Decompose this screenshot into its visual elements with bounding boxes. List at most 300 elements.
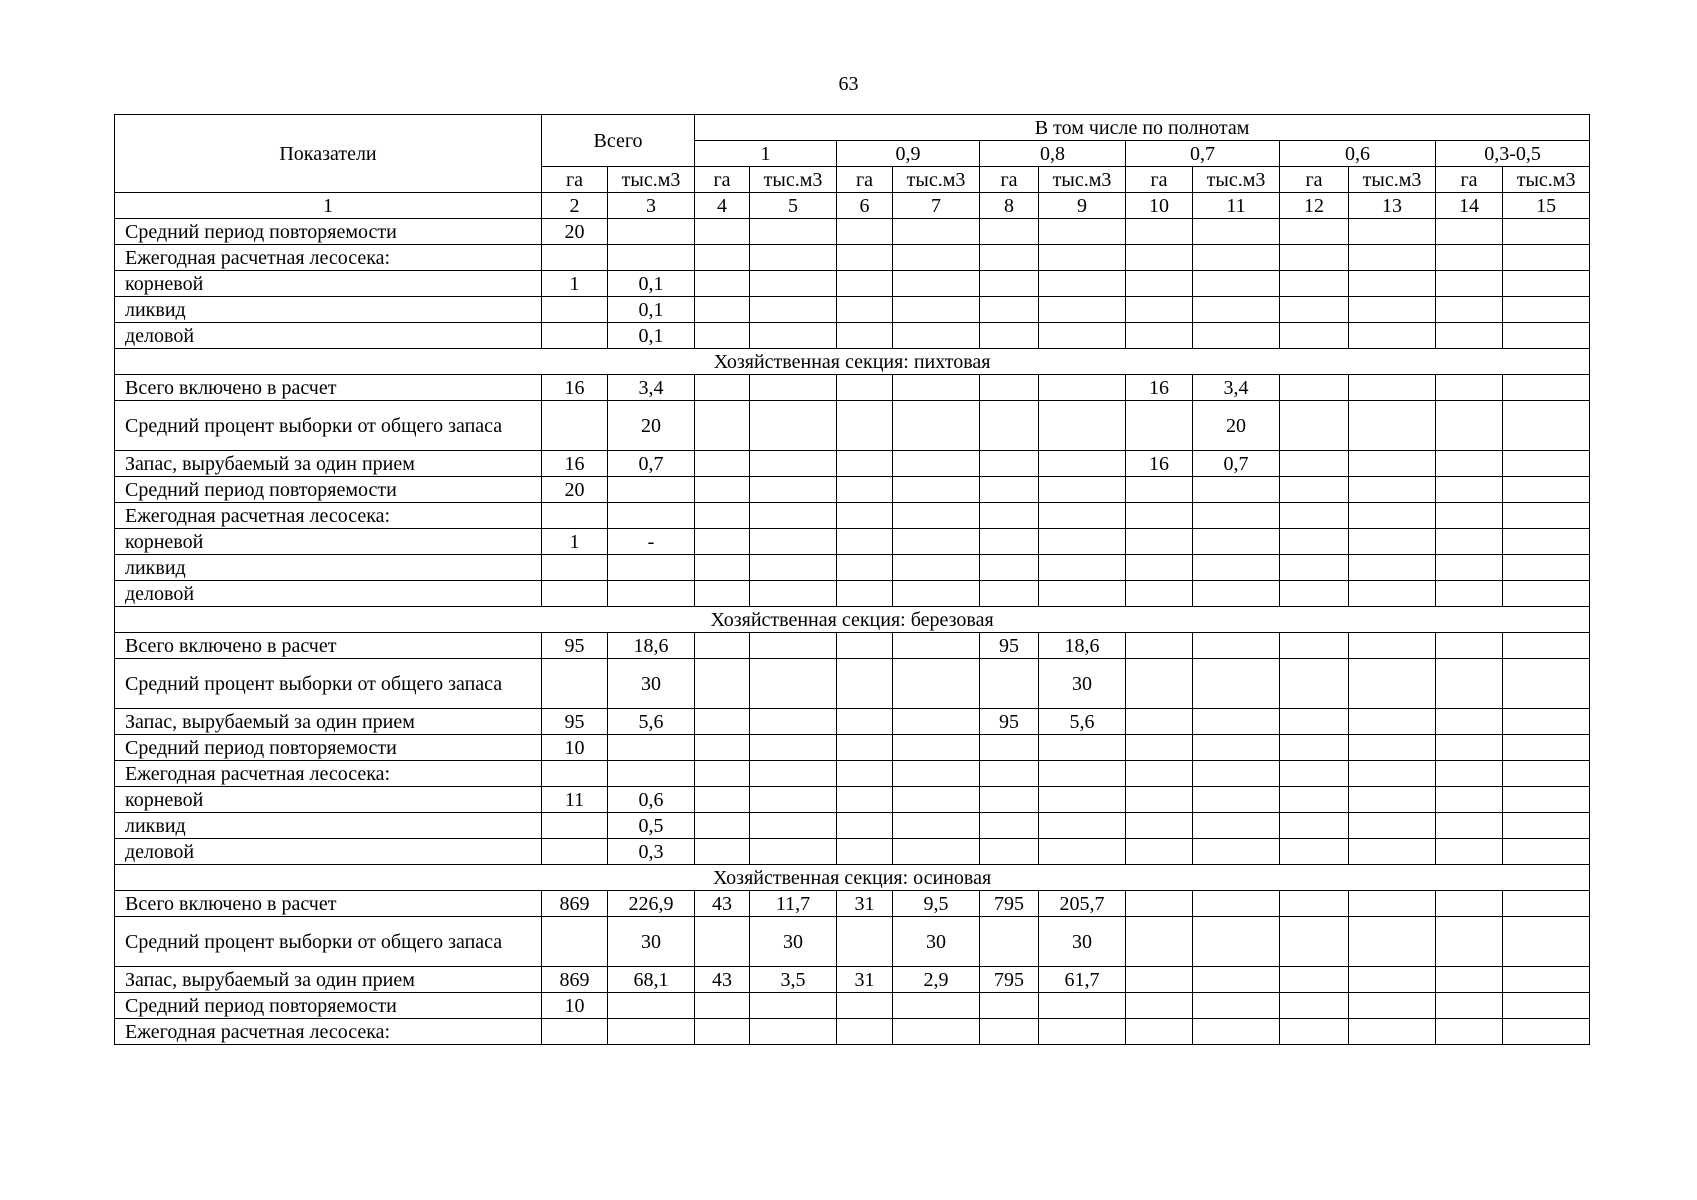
table-row	[115, 709, 1590, 735]
column-number: 14	[1436, 193, 1503, 219]
table-cell	[1436, 271, 1503, 297]
table-cell	[750, 787, 837, 813]
header-unit-vol: тыс.м3	[1193, 167, 1280, 193]
table-cell	[1126, 529, 1193, 555]
table-cell	[980, 245, 1039, 271]
table-cell	[893, 401, 980, 451]
table-cell	[750, 581, 837, 607]
row-label: деловой	[115, 581, 542, 607]
table-cell	[1503, 993, 1590, 1019]
table-cell	[542, 1019, 608, 1045]
table-cell	[1280, 917, 1349, 967]
row-label: Запас, вырубаемый за один прием	[115, 967, 542, 993]
table-row	[115, 503, 1590, 529]
table-cell	[608, 1019, 695, 1045]
table-cell	[1280, 993, 1349, 1019]
table-cell	[1193, 219, 1280, 245]
table-cell: 16	[542, 375, 608, 401]
table-cell	[542, 917, 608, 967]
table-cell	[893, 477, 980, 503]
table-cell	[1436, 839, 1503, 865]
table-cell	[1503, 375, 1590, 401]
table-row	[115, 451, 1590, 477]
table-cell	[1349, 323, 1436, 349]
table-cell: 869	[542, 967, 608, 993]
table-cell	[980, 555, 1039, 581]
table-cell	[893, 633, 980, 659]
table-cell	[750, 1019, 837, 1045]
table-cell	[695, 581, 750, 607]
table-cell	[980, 839, 1039, 865]
table-cell	[542, 401, 608, 451]
column-number: 15	[1503, 193, 1590, 219]
table-cell	[1039, 503, 1126, 529]
table-cell	[1436, 297, 1503, 323]
table-cell	[893, 813, 980, 839]
table-cell: 205,7	[1039, 891, 1126, 917]
table-cell	[893, 709, 980, 735]
column-number: 8	[980, 193, 1039, 219]
table-cell	[750, 323, 837, 349]
table-cell	[695, 633, 750, 659]
row-label: Ежегодная расчетная лесосека:	[115, 245, 542, 271]
table-cell	[1280, 271, 1349, 297]
table-cell	[750, 375, 837, 401]
table-cell	[542, 813, 608, 839]
table-cell	[695, 735, 750, 761]
table-cell	[1436, 709, 1503, 735]
table-cell	[695, 529, 750, 555]
table-row	[115, 219, 1590, 245]
table-row	[115, 245, 1590, 271]
table-cell	[837, 245, 893, 271]
table-row	[115, 555, 1590, 581]
table-cell	[1193, 917, 1280, 967]
table-cell	[1193, 813, 1280, 839]
table-cell	[837, 813, 893, 839]
table-cell: 3,4	[1193, 375, 1280, 401]
table-row	[115, 477, 1590, 503]
table-cell	[1503, 1019, 1590, 1045]
row-label: Средний период повторяемости	[115, 735, 542, 761]
header-unit-vol: тыс.м3	[750, 167, 837, 193]
row-label: Ежегодная расчетная лесосека:	[115, 503, 542, 529]
table-cell	[608, 581, 695, 607]
table-cell	[750, 633, 837, 659]
table-cell	[893, 993, 980, 1019]
table-cell	[1039, 401, 1126, 451]
table-cell	[1436, 323, 1503, 349]
table-cell	[695, 477, 750, 503]
table-cell	[1436, 401, 1503, 451]
table-cell	[1126, 219, 1193, 245]
table-cell: 795	[980, 891, 1039, 917]
table-cell	[980, 401, 1039, 451]
table-cell	[1126, 787, 1193, 813]
table-cell	[1436, 891, 1503, 917]
table-cell	[1503, 917, 1590, 967]
header-by-density: В том числе по полнотам	[695, 115, 1590, 141]
table-cell	[837, 761, 893, 787]
table-cell	[893, 451, 980, 477]
table-cell: 95	[980, 709, 1039, 735]
table-cell	[1280, 633, 1349, 659]
table-cell	[1436, 633, 1503, 659]
section-header-row	[115, 607, 1590, 633]
table-cell: 43	[695, 967, 750, 993]
table-row	[115, 581, 1590, 607]
table-cell	[1126, 891, 1193, 917]
row-label: Средний процент выборки от общего запаса	[115, 401, 542, 451]
table-cell	[1503, 633, 1590, 659]
table-cell	[1280, 967, 1349, 993]
table-cell	[1349, 891, 1436, 917]
header-unit-ha: га	[695, 167, 750, 193]
column-number: 7	[893, 193, 980, 219]
table-cell	[1280, 787, 1349, 813]
table-cell	[1193, 787, 1280, 813]
table-header	[115, 115, 1590, 219]
table-cell	[1126, 993, 1193, 1019]
table-cell	[1436, 761, 1503, 787]
table-cell	[750, 219, 837, 245]
table-cell: 20	[1193, 401, 1280, 451]
table-cell	[1126, 967, 1193, 993]
table-cell: 43	[695, 891, 750, 917]
table-cell	[608, 477, 695, 503]
header-unit-ha: га	[1280, 167, 1349, 193]
table-cell	[837, 477, 893, 503]
header-density: 0,9	[837, 141, 980, 167]
table-cell	[893, 529, 980, 555]
table-cell	[695, 503, 750, 529]
table-cell: 16	[542, 451, 608, 477]
table-cell: 31	[837, 891, 893, 917]
table-cell	[695, 401, 750, 451]
table-cell	[1349, 297, 1436, 323]
table-cell	[1126, 917, 1193, 967]
table-cell	[1039, 735, 1126, 761]
table-cell	[1280, 555, 1349, 581]
row-label: Запас, вырубаемый за один прием	[115, 709, 542, 735]
table-cell	[542, 555, 608, 581]
table-cell	[837, 917, 893, 967]
table-cell	[750, 529, 837, 555]
table-cell	[980, 761, 1039, 787]
table-cell	[1039, 529, 1126, 555]
table-cell	[837, 839, 893, 865]
header-unit-ha: га	[1126, 167, 1193, 193]
section-header-row	[115, 349, 1590, 375]
table-cell	[893, 761, 980, 787]
table-cell	[1126, 503, 1193, 529]
table-cell	[750, 839, 837, 865]
table-cell	[1503, 297, 1590, 323]
table-row	[115, 813, 1590, 839]
table-cell	[542, 297, 608, 323]
table-cell	[893, 375, 980, 401]
table-cell: 2,9	[893, 967, 980, 993]
table-cell	[608, 503, 695, 529]
table-cell: 16	[1126, 451, 1193, 477]
table-cell	[1349, 967, 1436, 993]
table-cell	[1349, 993, 1436, 1019]
table-cell	[1280, 401, 1349, 451]
table-cell	[1503, 787, 1590, 813]
table-cell	[542, 581, 608, 607]
table-cell	[695, 787, 750, 813]
table-cell	[893, 297, 980, 323]
table-cell	[893, 1019, 980, 1045]
header-density: 1	[695, 141, 837, 167]
table-cell	[1280, 451, 1349, 477]
table-cell: 0,1	[608, 297, 695, 323]
table-cell	[1503, 735, 1590, 761]
table-cell	[1193, 967, 1280, 993]
table-cell	[1280, 529, 1349, 555]
table-cell	[1436, 787, 1503, 813]
table-cell	[980, 271, 1039, 297]
table-cell: 95	[980, 633, 1039, 659]
column-number: 2	[542, 193, 608, 219]
table-cell	[837, 993, 893, 1019]
table-cell	[980, 813, 1039, 839]
table-row	[115, 735, 1590, 761]
table-cell	[1280, 709, 1349, 735]
table-cell	[980, 375, 1039, 401]
table-cell: 30	[893, 917, 980, 967]
table-cell	[837, 529, 893, 555]
header-unit-ha: га	[837, 167, 893, 193]
table-cell	[1193, 477, 1280, 503]
section-title: Хозяйственная секция: березовая	[115, 607, 1590, 633]
table-cell	[1280, 891, 1349, 917]
table-cell	[695, 297, 750, 323]
table-cell	[750, 709, 837, 735]
table-cell: 30	[608, 659, 695, 709]
table-cell	[608, 993, 695, 1019]
table-cell	[1349, 633, 1436, 659]
table-cell	[837, 659, 893, 709]
table-cell: 0,1	[608, 271, 695, 297]
section-title: Хозяйственная секция: осиновая	[115, 865, 1590, 891]
table-cell	[1349, 503, 1436, 529]
table-cell	[1193, 323, 1280, 349]
table-cell: 20	[608, 401, 695, 451]
table-cell	[750, 555, 837, 581]
table-cell	[1280, 735, 1349, 761]
table-cell	[893, 219, 980, 245]
column-number: 9	[1039, 193, 1126, 219]
table-cell	[1436, 503, 1503, 529]
row-label: Средний процент выборки от общего запаса	[115, 917, 542, 967]
table-cell	[1436, 245, 1503, 271]
table-cell	[695, 375, 750, 401]
table-cell: 226,9	[608, 891, 695, 917]
table-cell	[837, 401, 893, 451]
table-cell	[1280, 1019, 1349, 1045]
table-cell: 795	[980, 967, 1039, 993]
table-cell	[980, 297, 1039, 323]
table-cell	[1039, 1019, 1126, 1045]
table-cell	[695, 761, 750, 787]
table-cell: 20	[542, 477, 608, 503]
table-row	[115, 839, 1590, 865]
table-cell	[1280, 219, 1349, 245]
table-cell: 68,1	[608, 967, 695, 993]
row-label: корневой	[115, 271, 542, 297]
table-cell	[695, 917, 750, 967]
table-cell	[1349, 787, 1436, 813]
column-number: 13	[1349, 193, 1436, 219]
table-cell	[542, 839, 608, 865]
table-cell: 10	[542, 735, 608, 761]
table-cell	[750, 271, 837, 297]
table-cell	[750, 451, 837, 477]
table-cell	[1126, 659, 1193, 709]
table-cell: 20	[542, 219, 608, 245]
table-cell	[1503, 219, 1590, 245]
table-cell	[750, 659, 837, 709]
table-cell	[1193, 735, 1280, 761]
table-cell	[837, 555, 893, 581]
table-cell	[1126, 477, 1193, 503]
table-cell	[1280, 375, 1349, 401]
table-cell	[695, 245, 750, 271]
table-cell	[695, 709, 750, 735]
table-cell: 30	[1039, 659, 1126, 709]
table-cell	[695, 219, 750, 245]
table-cell	[1280, 813, 1349, 839]
header-density: 0,7	[1126, 141, 1280, 167]
table-cell	[1349, 555, 1436, 581]
table-cell: 30	[1039, 917, 1126, 967]
table-row	[115, 401, 1590, 451]
table-cell	[980, 503, 1039, 529]
table-row	[115, 529, 1590, 555]
table-cell	[608, 735, 695, 761]
table-cell	[1436, 735, 1503, 761]
table-cell	[1193, 993, 1280, 1019]
table-cell: 11	[542, 787, 608, 813]
row-label: корневой	[115, 787, 542, 813]
row-label: Средний период повторяемости	[115, 219, 542, 245]
table-cell	[1039, 555, 1126, 581]
row-label: Всего включено в расчет	[115, 891, 542, 917]
header-total: Всего	[542, 115, 695, 167]
table-cell	[1193, 529, 1280, 555]
table-cell	[837, 271, 893, 297]
table-cell	[893, 659, 980, 709]
header-unit-ha: га	[542, 167, 608, 193]
table-cell	[893, 503, 980, 529]
table-cell	[695, 555, 750, 581]
table-cell	[1126, 735, 1193, 761]
table-cell	[1349, 477, 1436, 503]
table-cell	[750, 401, 837, 451]
table-cell	[1349, 451, 1436, 477]
table-cell	[980, 323, 1039, 349]
table-cell: 95	[542, 709, 608, 735]
table-cell	[837, 735, 893, 761]
table-cell	[1280, 503, 1349, 529]
table-cell	[1039, 323, 1126, 349]
table-cell	[1039, 813, 1126, 839]
table-cell	[837, 1019, 893, 1045]
table-cell	[695, 451, 750, 477]
table-cell	[980, 1019, 1039, 1045]
table-cell: 0,5	[608, 813, 695, 839]
table-cell: 5,6	[608, 709, 695, 735]
column-number: 6	[837, 193, 893, 219]
table-cell	[1436, 451, 1503, 477]
table-body	[115, 219, 1590, 1045]
table-cell: 11,7	[750, 891, 837, 917]
column-number: 10	[1126, 193, 1193, 219]
table-cell	[837, 451, 893, 477]
table-cell	[1280, 761, 1349, 787]
table-cell	[837, 581, 893, 607]
table-cell: 3,5	[750, 967, 837, 993]
table-cell	[1193, 633, 1280, 659]
table-cell: 0,1	[608, 323, 695, 349]
table-cell	[750, 761, 837, 787]
table-cell	[1039, 839, 1126, 865]
table-cell	[1039, 219, 1126, 245]
table-cell	[1349, 529, 1436, 555]
table-cell	[1126, 633, 1193, 659]
table-cell	[1436, 555, 1503, 581]
table-cell	[1039, 245, 1126, 271]
table-row	[115, 297, 1590, 323]
table-cell	[1349, 219, 1436, 245]
table-cell	[1503, 245, 1590, 271]
table-cell	[837, 297, 893, 323]
table-cell	[893, 323, 980, 349]
table-cell: 5,6	[1039, 709, 1126, 735]
table-cell: 31	[837, 967, 893, 993]
table-cell	[608, 761, 695, 787]
table-cell	[750, 297, 837, 323]
row-label: корневой	[115, 529, 542, 555]
row-label: деловой	[115, 839, 542, 865]
table-cell	[1349, 761, 1436, 787]
table-cell	[1503, 581, 1590, 607]
table-cell	[1503, 555, 1590, 581]
table-cell	[837, 323, 893, 349]
table-cell	[980, 917, 1039, 967]
section-header-row	[115, 865, 1590, 891]
table-cell	[1349, 917, 1436, 967]
table-cell	[1193, 761, 1280, 787]
table-cell	[1126, 813, 1193, 839]
table-row	[115, 761, 1590, 787]
table-row	[115, 891, 1590, 917]
header-unit-vol: тыс.м3	[1349, 167, 1436, 193]
header-unit-ha: га	[1436, 167, 1503, 193]
table-cell	[1436, 993, 1503, 1019]
table-cell	[1503, 529, 1590, 555]
table-cell	[980, 993, 1039, 1019]
table-cell	[893, 555, 980, 581]
table-cell	[1126, 555, 1193, 581]
table-row	[115, 787, 1590, 813]
table-cell: 16	[1126, 375, 1193, 401]
column-number-row	[115, 193, 1590, 219]
header-unit-vol: тыс.м3	[1039, 167, 1126, 193]
table-cell	[1193, 297, 1280, 323]
table-cell: 0,7	[608, 451, 695, 477]
